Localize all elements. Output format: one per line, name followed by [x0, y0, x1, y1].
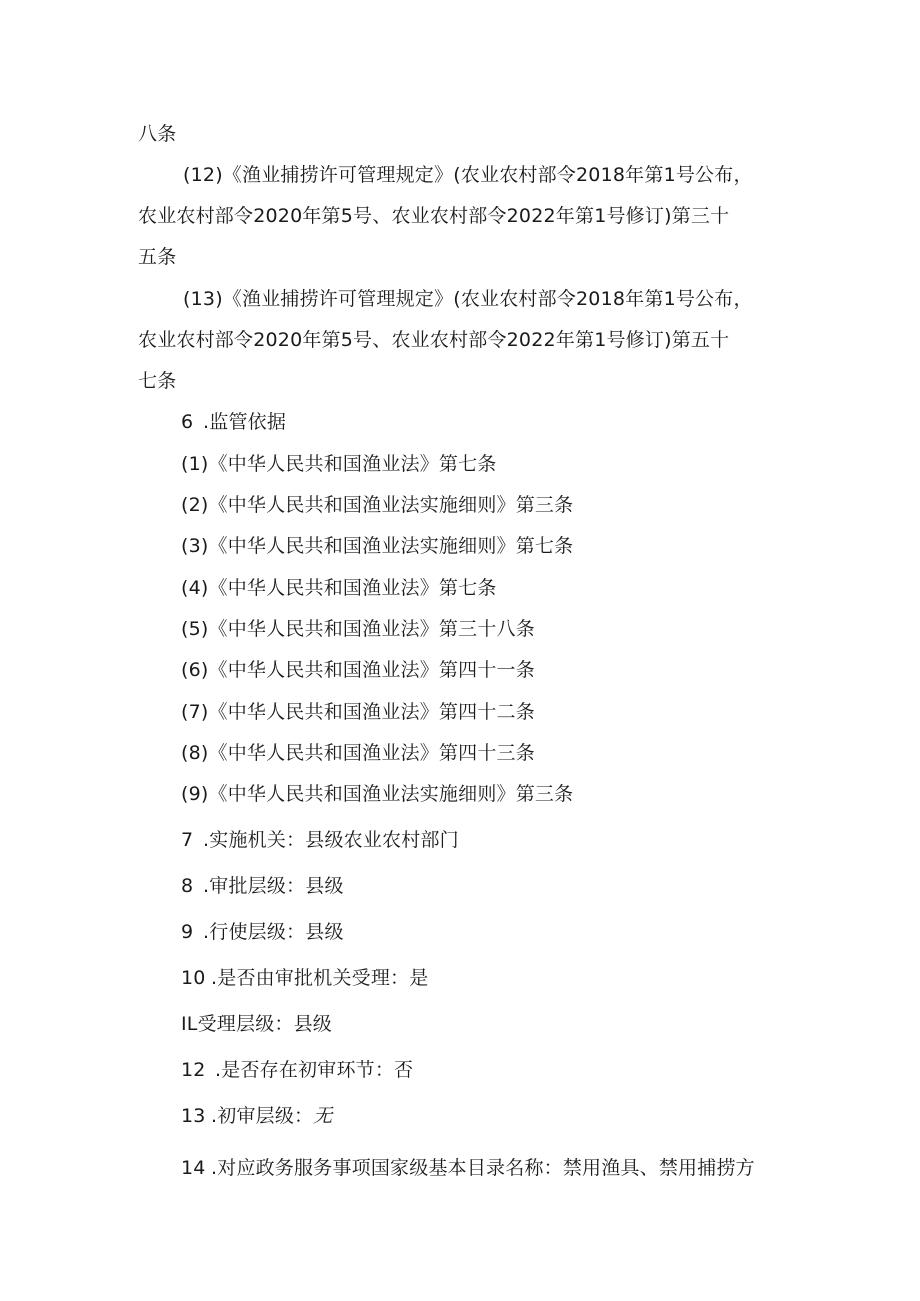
section-title: .是否存在初审环节：否	[215, 1059, 414, 1081]
basis-item-3: (3)《中华人民共和国渔业法实施细则》第七条	[181, 535, 574, 557]
section-title: .审批层级：县级	[203, 875, 344, 897]
section-heading-11: IL受理层级：县级	[181, 1013, 332, 1035]
basis-item-8: (8)《中华人民共和国渔业法》第四十三条	[181, 742, 535, 764]
section-number: 14	[181, 1157, 206, 1179]
section-heading-14	[181, 1156, 755, 1180]
section-number: 7	[181, 829, 194, 851]
section-title: .初审层级：	[211, 1105, 314, 1127]
text-line-5: (13)《渔业捕捞许可管理规定》(农业农村部令2018年第1号公布，	[183, 288, 753, 310]
section-title: .对应政务服务事项国家级基本目录名称：禁用渔具、禁用捕捞方	[211, 1157, 755, 1179]
text-line-1: 八条	[138, 123, 177, 145]
section-number: 9	[181, 921, 194, 943]
section-title: .行使层级：县级	[203, 921, 344, 943]
text-line-2: (12)《渔业捕捞许可管理规定》(农业农村部令2018年第1号公布，	[183, 164, 753, 186]
text-line-4: 五条	[138, 246, 177, 268]
text-line-6: 农业农村部令2020年第5号、农业农村部令2022年第1号修订)第五十	[138, 329, 730, 351]
basis-item-7: (7)《中华人民共和国渔业法》第四十二条	[181, 701, 535, 723]
basis-item-5: (5)《中华人民共和国渔业法》第三十八条	[181, 618, 535, 640]
section-heading-13	[181, 1104, 332, 1128]
section-number: 12	[181, 1059, 206, 1081]
basis-item-4: (4)《中华人民共和国渔业法》第七条	[181, 577, 497, 599]
section-heading-10	[181, 966, 428, 990]
section-heading-9	[181, 920, 344, 944]
section-heading-6	[181, 410, 286, 434]
section-number: 6	[181, 411, 194, 433]
section-heading-7	[181, 828, 459, 852]
section-number: 13	[181, 1105, 206, 1127]
text-line-3: 农业农村部令2020年第5号、农业农村部令2022年第1号修订)第三十	[138, 205, 730, 227]
basis-item-6: (6)《中华人民共和国渔业法》第四十一条	[181, 659, 535, 681]
section-title: .实施机关：县级农业农村部门	[203, 829, 459, 851]
section-number: 8	[181, 875, 194, 897]
basis-item-2: (2)《中华人民共和国渔业法实施细则》第三条	[181, 494, 574, 516]
section-value: 无	[313, 1105, 333, 1127]
text-line-7: 七条	[138, 370, 177, 392]
section-heading-12	[181, 1058, 413, 1082]
section-title: .是否由审批机关受理：是	[211, 967, 429, 989]
section-number: 10	[181, 967, 206, 989]
section-title: .监管依据	[203, 411, 287, 433]
basis-item-9: (9)《中华人民共和国渔业法实施细则》第三条	[181, 783, 574, 805]
basis-item-1: (1)《中华人民共和国渔业法》第七条	[181, 453, 497, 475]
section-heading-8	[181, 874, 344, 898]
